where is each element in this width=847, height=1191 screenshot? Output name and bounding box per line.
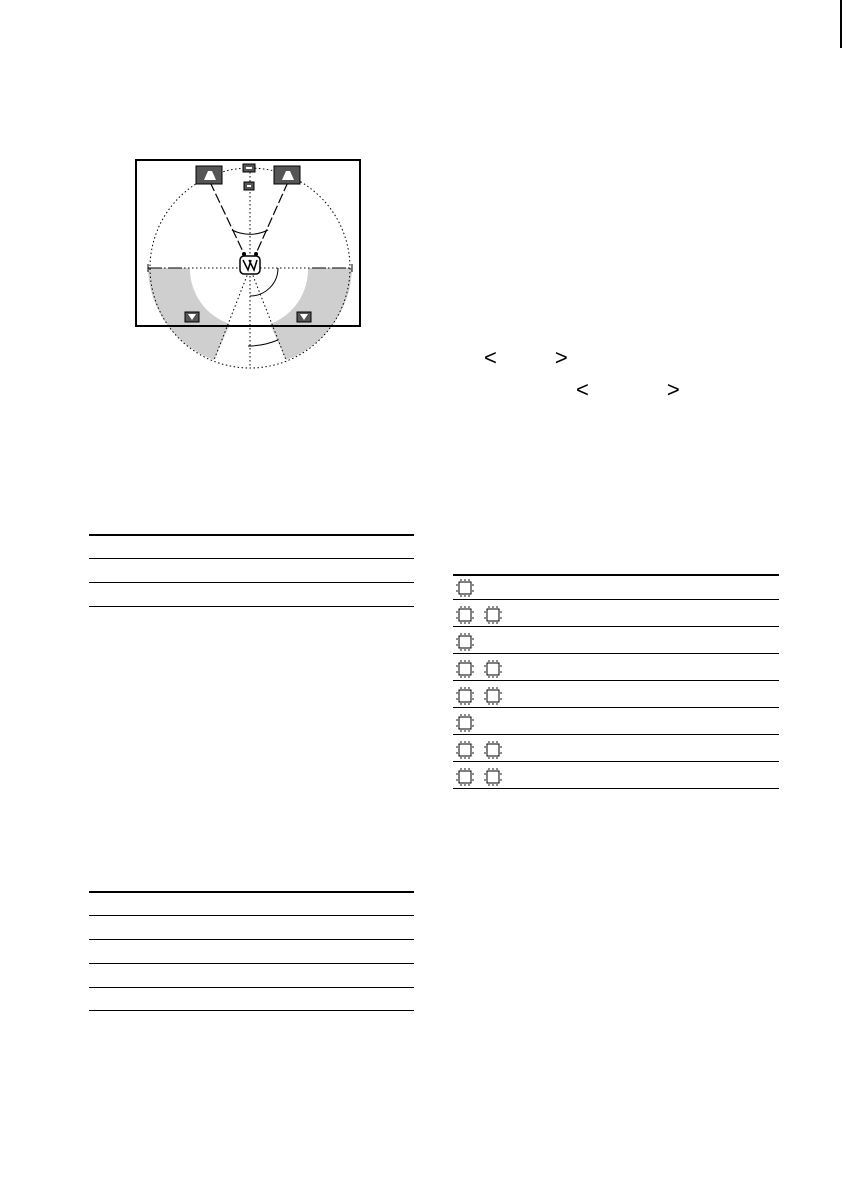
front-right-speaker-icon	[274, 166, 300, 184]
center-speaker-icon	[243, 164, 255, 172]
row-divider	[453, 653, 779, 654]
page-edge-mark	[840, 0, 842, 48]
indicator-row	[455, 740, 503, 760]
flashing-indicator-icon	[483, 605, 503, 625]
flashing-indicator-icon	[455, 578, 475, 598]
indicator-row	[455, 767, 503, 787]
flashing-indicator-icon	[455, 686, 475, 706]
open-bracket: <	[576, 377, 589, 402]
left-bottom-table	[89, 891, 414, 1013]
flashing-indicator-icon	[455, 713, 475, 733]
row-divider	[453, 626, 779, 627]
close-bracket: >	[666, 377, 680, 402]
flashing-indicator-icon	[483, 740, 503, 760]
close-bracket: >	[554, 345, 568, 370]
angle-bracket-pair-1	[484, 346, 568, 370]
indicator-row	[455, 605, 503, 625]
flashing-indicator-icon	[483, 767, 503, 787]
flashing-indicator-icon	[455, 767, 475, 787]
surround-right-speaker-icon	[297, 312, 311, 322]
row-divider	[453, 761, 779, 762]
flashing-indicator-icon	[455, 740, 475, 760]
row-divider	[453, 599, 779, 600]
front-left-speaker-icon	[196, 166, 222, 184]
indicator-row	[455, 578, 475, 598]
flashing-indicator-icon	[483, 659, 503, 679]
flashing-indicator-icon	[483, 686, 503, 706]
flashing-indicator-icon	[455, 605, 475, 625]
row-divider	[453, 707, 779, 708]
angle-bracket-pair-2	[576, 378, 680, 402]
flashing-indicator-icon	[455, 632, 475, 652]
open-bracket: <	[484, 345, 497, 370]
row-divider	[453, 734, 779, 735]
indicator-row	[455, 686, 503, 706]
left-top-table	[89, 534, 414, 608]
row-divider	[453, 680, 779, 681]
flashing-indicator-icon	[455, 659, 475, 679]
indicator-row	[455, 713, 475, 733]
row-divider	[453, 788, 779, 789]
indicator-row	[455, 659, 503, 679]
indicator-row	[455, 632, 475, 652]
speaker-placement-diagram	[130, 152, 370, 374]
surround-left-speaker-icon	[185, 312, 199, 322]
indicator-table	[453, 574, 779, 818]
listener-icon	[240, 252, 260, 274]
subwoofer-icon	[244, 182, 254, 190]
